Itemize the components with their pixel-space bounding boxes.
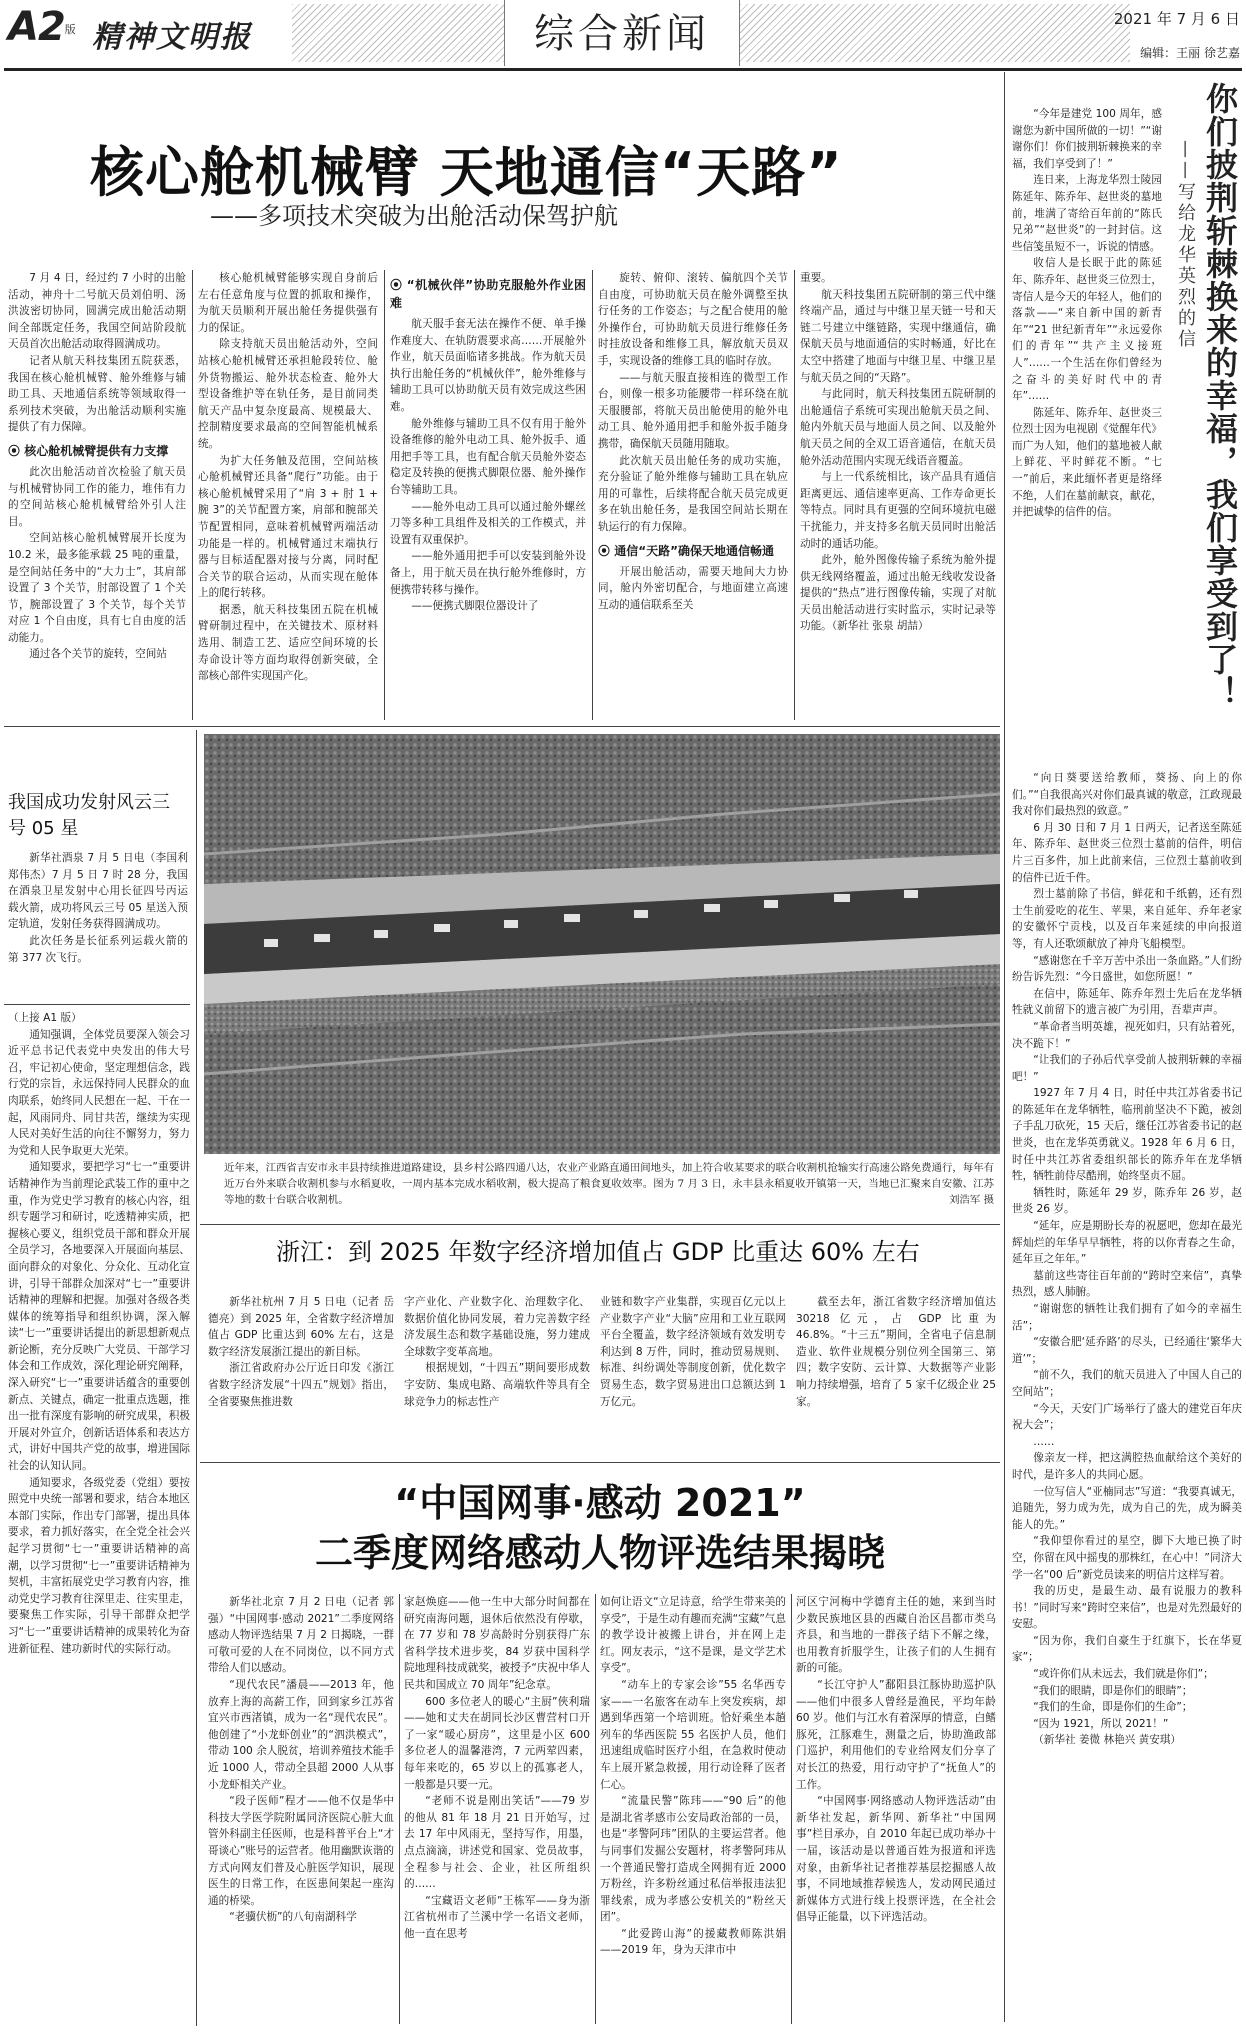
letter-paragraph: “今年是建党 100 周年，感谢您为新中国所做的一切！”“谢谢你们！你们披荆斩棘换来的幸福，我们享受到了！” <box>1012 108 1162 170</box>
zhejiang-paragraph: 根据规划，“十四五”期间要形成数字安防、集成电路、高端软件等具有全球竞争力的标志性产 <box>404 1362 590 1408</box>
lead-paragraph: 航天科技集团五院研制的第三代中继终端产品，通过与中继卫星天链一号和天链二号建立中继链路，实现中继通信，确保航天员与地面通信的实时畅通，好比在太空中搭建了地面与中继卫星、中继卫星与航天员之间的“天路”。 <box>800 288 996 384</box>
lead-paragraph: 旋转、俯仰、滚转、偏航四个关节自由度，可协助航天员在舱外调整至执行任务的工作姿态；与之配合使用的舱外操作台，可协助航天员进行维修任务时挂放设备和维修工具，解放航天员双手，实现设备的维修工具的临时存放。 <box>598 272 788 367</box>
lead-paragraph: 除支持航天员出舱活动外，空间站核心舱机械臂还承担舱段转位、舱外货物搬运、舱外状态检查、舱外大型设备维护等在轨任务，是目前同类航天产品中复杂度最高、规模最大、控制精度要求最高的空间智能机械系统。 <box>198 338 378 450</box>
netizens-column-2 <box>404 1594 590 2026</box>
netizens-paragraph: “老师不说是刚出笑话”——79 岁的他从 81 年 18 月 21 日开始写，过去 17 年中风雨无，坚持写作，用墨，点点滴滴，讲述党和国家、党员故事，全程参与社会、企业，社区所组织的…… <box>404 1795 590 1891</box>
lead-paragraph: 空间站核心舱机械臂展开长度为 10.2 米，最多能承载 25 吨的重量，是空间站任务中的“大力士”，其肩部设置了 3 个关节，肘部设置了 1 个关节，腕部设置了 3 个关节，每个关节对应 1 个自由度，具有七自由度的活动能力。 <box>8 532 186 644</box>
letter-title-text: 你们披荆斩棘换来的幸福，我们享受到了！ <box>1201 82 1239 709</box>
masthead-hatch-right <box>740 4 1130 62</box>
masthead <box>0 0 1246 72</box>
lead-column-4 <box>598 270 788 720</box>
letter-paragraph: …… <box>1033 1435 1055 1448</box>
zhejiang-paragraph: 截至去年，浙江省数字经济增加值达 30218 亿元，占 GDP 比重为 46.8%。“十三五”期间，全省电子信息制造业、软件业规模分别位列全国第三、第四；数字安防、云计算、大数据等产业影响力持续增强，培育了 5 家千亿级企业 25 家。 <box>796 1296 996 1408</box>
lead-column-2 <box>198 270 378 720</box>
brief-rule <box>4 1004 190 1005</box>
letter-paragraph: “因为你，我们自豪生于红旗下，长在华夏家”； <box>1012 1634 1242 1664</box>
page-no-text: A2 <box>8 4 65 50</box>
zhejiang-column-4 <box>796 1294 996 1454</box>
lead-paragraph: 与此同时，航天科技集团五院研制的出舱通信子系统可实现出舱航天员之间、舱内外航天员与地面人员之间、以及舱外航天员之间的全双工语音通信，在航天员舱外活动范围内实现无线语音覆盖。 <box>800 388 996 467</box>
netizens-paragraph: 河区宁河梅中学德育主任的她，来到当时少数民族地区县的西藏自治区昌都市类乌齐县，和当地的一群孩子结下不解之缘，也用教育折服学生，让孩子们的人生拥有新的可能。 <box>796 1596 996 1675</box>
lead-paragraph: 7 月 4 日，经过约 7 小时的出舱活动，神舟十二号航天员刘伯明、汤洪波密切协同，圆满完成出舱活动期间全部既定任务，我国空间站阶段航天员首次出舱活动取得圆满成功。 <box>8 272 186 351</box>
letter-paragraph: “前不久，我们的航天员进入了中国人自己的空间站”； <box>1012 1369 1242 1398</box>
lead-paragraph: ——与航天服直接相连的微型工作台，则像一根多功能腰带一样环绕在航天服腰部，将航天员出舱使用的舱外电动工具、舱外通用把手和舱外扳手随身携带，确保航天员随用随取。 <box>598 371 788 450</box>
letter-paragraph: 在信中，陈延年、陈乔年烈士先后在龙华牺牲就义前留下的遗言被广为引用，吾辈声声。 <box>1012 987 1242 1017</box>
lead-paragraph: 航天服手套无法在操作不便、单手操作难度大、在轨防震要求高……开展舱外作业，航天员面临诸多挑战。作为航天员执行出舱任务的“机械伙伴”，舱外维修与辅助工具可以协助航天员有效完成这些困难。 <box>390 318 586 413</box>
netizens-paragraph: “动车上的专家会诊”55 名华西专家——一名旅客在动车上突发疾病，却遇到华西第一个培训班。恰好乘坐本趟列车的华西医院 55 名医护人员，他们迅速组成临时医疗小组，在急救时使动车上展开紧急救援，用行动诠释了医者仁心。 <box>600 1678 786 1791</box>
letter-paragraph: 烈士墓前除了书信，鲜花和千纸鹤，还有烈士生前爱吃的花生、苹果，来自延年、乔年老家的安徽怀宁贡栈，以及百年来延续的申向报道等，有人还歌颂献放了神舟飞船模型。 <box>1012 888 1242 950</box>
caption-text: 近年来，江西省吉安市永丰县持续推进道路建设，县乡村公路四通八达，农业产业路直通田间地头，加上符合收某要求的联合收割机抢输实行高速公路免费通行，每年有近万台外来联合收割机参与水稻夏收，一周内基本完成水稻收割，极大提高了粮食夏收效率。图为 7 月 3 日，永丰县永稻夏收开镇第一天，当地已汇聚来自安徽、江苏等地的数十台联合收割机。 <box>224 1162 994 1206</box>
letter-paragraph: 牺牲时，陈延年 29 岁，陈乔年 26 岁，赵世炎 26 岁。 <box>1012 1186 1242 1216</box>
letter-paragraph: “我们的眼睛，即是你们的眼睛”； <box>1033 1684 1193 1697</box>
continued-story <box>8 1010 190 2028</box>
page-number <box>8 4 75 50</box>
lead-paragraph: ——便携式脚限位器设计了 <box>411 600 539 613</box>
continued-paragraph: 通知要求，各级党委（党组）要按照党中央统一部署和要求，结合本地区本部门实际，作出专门部署，提出具体要求，着力抓好落实，在全党全社会兴起学习贯彻“七一”重要讲话精神的高潮，以学习贯彻“七一”重要讲话精神为契机，丰富拓展党史学习教育内容，推动党史学习教育往深里走、往实里走，要聚焦工作实际，引导干部群众把学习“七一”重要讲话精神的成果转化为奋进新征程、建功新时代的实际行动。 <box>8 1476 190 1655</box>
netizens-paragraph: “此爱跨山海”的援藏教师陈洪娟——2019 年，身为天津市中 <box>600 1927 786 1957</box>
left-rail-divider <box>196 730 197 2026</box>
netizens-column-1 <box>208 1594 394 2026</box>
letter-body <box>1012 106 1162 766</box>
netizens-paragraph: “流量民警”陈玮——“90 后”的他是湖北省孝感市公安局政治部的一员，也是“孝警阿玮”团队的主要运营者。他与同事们发掘公安题材，将孝警阿玮从一个普通民警打造成全网拥有近 2000 万粉丝，许多粉丝通过私信举报违法犯罪线索，成为孝感公安机关的“粉丝天团”。 <box>600 1795 786 1924</box>
letter-paragraph: 像亲友一样，把这满腔热血献给这个美好的时代，是许多人的共同心愿。 <box>1012 1452 1242 1481</box>
column-divider <box>791 1594 792 2024</box>
section-title: 综合新闻 <box>534 11 710 57</box>
continued-paragraph: 通知强调，全体党员要深入领会习近平总书记代表党中央发出的伟大号召，牢记初心使命，坚定理想信念，践行党的宗旨，永远保持同人民群众的血肉联系，始终同人民想在一起、干在一起，风雨同舟、同甘共苦，继续为实现人民对美好生活的向往不懈努力，努力为党和人民争取更大光荣。 <box>8 1028 190 1157</box>
letter-paragraph: “或许你们从未远去，我们就是你们”； <box>1033 1668 1214 1681</box>
lead-paragraph: 此次出舱活动首次检验了航天员与机械臂协同工作的能力，堆伟有力的空间站核心舱机械臂给外引人注目。 <box>8 465 186 528</box>
lead-paragraph: ——舱外电动工具可以通过舱外螺丝刀等多种工具组件及相关的工作模式，并设置有双重保护。 <box>390 500 586 546</box>
lead-subhead-3 <box>598 542 788 560</box>
netizens-paragraph: 600 多位老人的暖心“主厨”俠利瑞——她和丈夫在胡同长沙区曹营村口开了一家“暖心厨房”，这里是小区 600 多位老人的温馨港湾，7 元两荤四素，每年来吃的，65 岁以上的孤寡老人，一般都是只要一元。 <box>404 1695 590 1791</box>
zhejiang-paragraph: 业链和数字产业集群，实现百亿元以上产业数字产业“大脑”应用和工业互联网平台全覆盖，数字经济领域有效发明专利达到 8 万件，同时，推动贸易规则、标准、纠纷调处等制度创新，优化数字贸易生态，数字贸易进出口总额达到 1 万亿元。 <box>600 1296 786 1408</box>
column-divider <box>192 270 193 720</box>
zhejiang-column-3 <box>600 1294 786 1454</box>
letter-headline <box>1200 82 1240 722</box>
subhead-marker-icon: ⦿ <box>8 443 25 458</box>
zhejiang-column-2 <box>404 1294 590 1454</box>
column-divider <box>595 1594 596 2024</box>
letter-subtitle: ——写给龙华英烈的信 <box>1175 140 1196 350</box>
letter-paragraph: “因为 1921，所以 2021！” <box>1033 1717 1169 1730</box>
letter-paragraph: “感谢您在千辛万苦中杀出一条血路。”人们纷纷告诉先烈：“今日盛世，如您所愿！” <box>1012 954 1242 984</box>
lead-column-3 <box>390 270 586 720</box>
column-divider <box>592 270 593 720</box>
lead-column-1 <box>8 270 186 740</box>
lead-paragraph: 与上一代系统相比，该产品具有通信距离更远、通信速率更高、工作寿命更长等特点。同时具有更强的空间环境抗电磁干扰能力，并支持多名航天员同时出舱活动时的通话功能。 <box>800 471 996 550</box>
masthead-hatch-left <box>292 4 504 62</box>
column-divider <box>794 270 795 720</box>
page-suffix: 版 <box>64 23 75 36</box>
letter-paragraph: “革命者当明英雄，视死如归，只有站着死，决不跪下！” <box>1012 1020 1242 1050</box>
photo-caption <box>224 1160 994 1216</box>
netizens-paragraph: 家赵焕庭——他一生中大部分时间都在研究南海问题，退休后依然没有停歇，在 77 岁和 78 岁高龄时分别获得广东省科学技术进步奖，84 岁获中国科学院地理科技成就奖，被授予“庆祝中华人民共和国成立 70 周年”纪念章。 <box>404 1596 590 1691</box>
lead-paragraph: 为扩大任务触及范围，空间站核心舱机械臂还具备“爬行”功能。由于核心舱机械臂采用了“肩 3 + 肘 1 + 腕 3”的关节配置方案，肩部和腕部关节配置相同，意味着机械臂两端活动功能是一样的。机械臂通过末端执行器与目标适配器对接与分离，同时配合关节的联合运动，从而实现在舱体上的爬行转移。 <box>198 454 378 600</box>
letter-paragraph: 我的历史，是最生动、最有说服力的教科书！”同时写来“跨时空来信”，也是对先烈最好的安慰。 <box>1012 1585 1242 1631</box>
lead-subtitle: ——多项技术突破为出舱活动保驾护航 <box>210 202 618 230</box>
section-rule <box>4 726 1000 727</box>
lead-subhead-2 <box>390 276 586 312</box>
lead-paragraph: 此次航天员出舱任务的成功实施，充分验证了舱外维修与辅助工具在轨应用的可靠性，后续将配合航天员完成更多在轨出舱任务，是我国空间站长期在轨运行的有力保障。 <box>598 454 788 533</box>
column-divider <box>384 270 385 720</box>
lead-paragraph: ——舱外通用把手可以安装到舱外设备上，用于航天员在执行舱外维修时，方便携带转移与操作。 <box>390 550 586 596</box>
lead-subhead-1 <box>8 442 186 460</box>
masthead-rule <box>4 68 1242 71</box>
lead-paragraph: 重要。 <box>800 272 832 284</box>
letter-paragraph: “延年，应是期盼长寿的祝愿吧，您却在最光辉灿烂的年华早早牺牲，将的以你青春之生命，延年亘之年年。” <box>1012 1220 1242 1266</box>
letter-paragraph: 连日来，上海龙华烈士陵园陈延年、陈乔年、赵世炎的墓地前，堆满了寄给百年前的“陈氏兄弟”“赵世炎”的一封封信。这些信笺虽短不一，诉说的情感。 <box>1012 174 1162 253</box>
zhejiang-paragraph: 浙江省政府办公厅近日印发《浙江省数字经济发展“十四五”规划》指出，全省要聚焦推进数 <box>208 1362 394 1408</box>
netizens-paragraph: “中国网事·网络感动人物评选活动”由新华社发起，新华网、新华社“中国网事”栏目承办，自 2010 年起已成功举办十一届，该活动是以普通百姓为报道和评选对象，由新华社记者推荐基层挖掘感人故事，不同地域推荐候选人，发动网民通过新媒体方式进行线上投票评选，在全社会倡导正能量，以下评选活动。 <box>796 1795 996 1924</box>
issue-date: 2021 年 7 月 6 日 <box>1113 10 1240 28</box>
subhead-text: “机械伙伴”协助克服舱外作业困难 <box>390 278 586 310</box>
photo-illustration <box>204 734 1000 1154</box>
photo-credit: 刘浩军 摄 <box>949 1194 994 1206</box>
letter-paragraph: 6 月 30 日和 7 月 1 日两天，记者送至陈延年、陈乔年、赵世炎三位烈士墓前的信件，明信片三百多件，加上此前来信，三位烈士墓前收到的信件已近千件。 <box>1012 821 1242 884</box>
netizens-paragraph: “老骥伏枥”的八旬南湖科学 <box>229 1911 357 1924</box>
subhead-text: 通信“天路”确保天地通信畅通 <box>614 543 774 558</box>
netizens-paragraph: “宝藏语文老师”王栋军——身为浙江省杭州市了兰溪中学一名语文老师，他一直在思考 <box>404 1894 590 1940</box>
paper-name: 精神文明报 <box>92 20 252 55</box>
continued-paragraph: 通知要求，要把学习“七一”重要讲话精神作为当前理论武装工作的重中之重，作为党史学习教育的核心内容，组织专题学习和研讨，吃透精神实质，把握核心要义，组织党员干部和群众开展全员学习，各地要深入开展面向基层、面向群众的对象化、分众化、互动化宣讲，引导干部群众加深对“七一”重要讲话精神的理解和把握。加强对各级各类媒体的统筹指导和组织协调，深入解读“七一”重要讲话提出的新思想新观点新论断，充分反映广大党员、干部学习体会和工作成效，深化理论研究阐释，深入研究“七一”重要讲话蕴含的重要创新点、关键点，确定一批重点选题，推出一批有深度有影响的研究成果，积极开展对外宣介，创新话语体系和表达方式，讲好中国共产党的故事，增进国际社会的认知认同。 <box>8 1161 190 1473</box>
lead-paragraph: 通过各个关节的旋转，空间站 <box>29 648 167 661</box>
letter-body-continued <box>1012 770 1242 2028</box>
lead-paragraph: 核心舱机械臂能够实现自身前后左右任意角度与位置的抓取和操作，为航天员顺利开展出舱任务提供强有力的保证。 <box>198 272 378 334</box>
lead-column-5 <box>800 270 996 720</box>
letter-paragraph: 收信人是长眠于此的陈延年、陈乔年、赵世炎三位烈士，寄信人是今天的年轻人，他们的落款——“来自新中国的新青年”“21 世纪新青年”“永远爱你们的青年”“共产主义接班人”……一个生活在你们曾经为之奋斗的美好时代中的青年”…… <box>1012 257 1162 403</box>
letter-paragraph: 墓前这些寄往百年前的“跨时空来信”，真挚热烈，感人肺腑。 <box>1012 1269 1242 1299</box>
netizens-paragraph: 如何让语文“立足诗意，给学生带来美的享受”，于是生动有趣而充满“宝藏”气息的教学设计被搬上讲台，并在网上走红。网友表示，“这不是课，是文学艺术享受”。 <box>600 1596 786 1675</box>
letter-paragraph: 陈延年、陈乔年、赵世炎三位烈士因为电视剧《觉醒年代》而广为人知，他们的墓地被人献上鲜花、平时鲜花不断。“七一”前后，来此缅怀者更是络绎不绝，人们在墓前献哀，献花，并把诚挚的信件的信。 <box>1012 406 1162 519</box>
lead-paragraph: 开展出舱活动，需要天地间大力协同，舱内外密切配合，与地面建立高速互动的通信联系至关 <box>598 565 788 611</box>
lead-paragraph: 据悉，航天科技集团五院在机械臂研制过程中，在关键技术、原材料选用、制造工艺、适应空间环境的长寿命设计等方面均取得创新突破，全部核心部件实现国产化。 <box>198 603 378 683</box>
letter-paragraph: （新华社 姜微 林艳兴 黄安琪） <box>1033 1734 1182 1747</box>
netizens-column-4 <box>796 1594 996 2026</box>
netizens-headline-line2: 二季度网络感动人物评选结果揭晓 <box>314 1531 885 1575</box>
zhejiang-column-1 <box>208 1294 394 1454</box>
right-rail-divider <box>1004 72 1005 2022</box>
fengyun-body <box>8 850 188 998</box>
fengyun-title-text: 我国成功发射风云三号 05 星 <box>8 792 170 839</box>
subhead-marker-icon: ⦿ <box>598 543 615 558</box>
lead-paragraph: 记者从航天科技集团五院获悉，我国在核心舱机械臂、舱外维修与辅助工具、天地通信系统等领域取得一系列技术突破，为出舱活动顺利实施提供了有力保障。 <box>8 354 186 434</box>
letter-paragraph: “我们的生命，即是你们的生命”； <box>1033 1701 1193 1714</box>
subhead-marker-icon: ⦿ <box>390 278 407 292</box>
netizens-paragraph: 新华社北京 7 月 2 日电（记者 郭强）“中国网事·感动 2021”二季度网络感动人物评选结果 7 月 2 日揭晓，一群可敬可爱的人在不同岗位，以不同方式带给人们以感动。 <box>208 1596 394 1675</box>
lead-paragraph: 舱外维修与辅助工具不仅有用于舱外设备维修的舱外电动工具、舱外扳手、通用把手等工具，也有配合航天员舱外姿态稳定及转换的便携式脚限位器、舱外操作台等辅助工具。 <box>390 417 586 496</box>
subhead-text: 核心舱机械臂提供有力支撑 <box>24 443 169 458</box>
section-rule <box>200 1224 1000 1225</box>
netizens-paragraph: “长江守护人”鄱阳县江豚协助巡护队——他们中很多人曾经是渔民，平均年龄 60 岁。他们与江水有着深厚的情意，白鳍豚死，江豚难生，测量之后，协助渔政部门巡护，利用他们的专业给网友们分享了对长江的热爱，用行动守护了“抚鱼人”的工作。 <box>796 1678 996 1791</box>
letter-paragraph: “向日葵要送给教师，葵扬、向上的你们。”“自我很高兴对你们最真诚的敬意，江政现最我对你们最热烈的致意。” <box>1012 772 1242 818</box>
letter-paragraph: “让我们的子孙后代享受前人披荆斩棘的幸福吧！” <box>1012 1054 1242 1083</box>
letter-paragraph: 一位写信人“亚楠同志”写道：“我要真诚无，追随先，努力成为先，成为自己的先，成为瞬美能人的先。” <box>1012 1485 1242 1531</box>
letter-paragraph: 1927 年 7 月 4 日，时任中共江苏省委书记的陈延年在龙华牺牲，临刑前坚决不下跪，被刽子手乱刀砍死，15 天后，继任江苏省委书记的赵世炎，也在龙华英勇就义。1928 年 6 月 6 日，时任中共江苏省委组织部长的陈乔年在龙华牺牲，牺牲前侍尽酷刑，始终坚贞不屈。 <box>1012 1087 1242 1183</box>
letter-paragraph: “今天，天安门广场举行了盛大的建党百年庆祝大会”； <box>1012 1402 1242 1432</box>
netizens-paragraph: “现代农民”潘晨——2013 年，他放弃上海的高薪工作，回到家乡江苏省宜兴市西渚镇，成为一名“现代农民”。他创建了“小龙虾创业”的“泗洪模式”，带动 100 余人脱贫，培训养殖技术能手近 1000 人，带动全县超 2000 人从事小龙虾相关产业。 <box>208 1678 394 1791</box>
fengyun-paragraph: 此次任务是长征系列运载火箭的第 377 次飞行。 <box>8 934 188 964</box>
fengyun-headline <box>8 790 178 842</box>
fengyun-paragraph: 新华社酒泉 7 月 5 日电（李国利 郑伟杰）7 月 5 日 7 时 28 分，我国在酒泉卫星发射中心用长征四号丙运载火箭，成功将风云三号 05 星送入预定轨道，发射任务获得圆满成功。 <box>8 852 188 931</box>
continued-note: （上接 A1 版） <box>8 1012 82 1024</box>
zhejiang-paragraph: 新华社杭州 7 月 5 日电（记者 岳德亮）到 2025 年，全省数字经济增加值占 GDP 比重达到 60% 左右，这是数字经济发展浙江提出的新目标。 <box>208 1296 394 1358</box>
section-rule <box>200 1462 1000 1463</box>
letter-paragraph: “安徽合肥‘延乔路’的尽头，已经通往‘繁华大道’”； <box>1012 1336 1242 1365</box>
lead-headline: 核心舱机械臂 天地通信“天路” <box>90 141 843 204</box>
page-editor: 编辑：王丽 徐艺嘉 <box>1140 46 1240 60</box>
lead-paragraph: 此外，舱外图像传输子系统为舱外提供无线网络覆盖，通过出舱无线收发设备提供的“热点”进行图像传输，实现了对航天员出舱活动进行实时监示，实时记录等功能。（新华社 张泉 胡喆） <box>800 554 996 633</box>
zhejiang-headline: 浙江：到 2025 年数字经济增加值占 GDP 比重达 60% 左右 <box>276 1238 920 1266</box>
netizens-column-3 <box>600 1594 786 2026</box>
netizens-paragraph: “段子医师”程才——他不仅是华中科技大学医学院附属同济医院心脏大血管外科副主任医师，也是科普平台上“才哥谈心”账号的运营者。他用幽默诙谐的方式向网友们普及心脏医学知识，展现医生的日常工作，在医患间架起一座沟通的桥梁。 <box>208 1795 394 1907</box>
harvester-photo <box>204 734 1000 1154</box>
letter-paragraph: “我仰望你看过的星空，脚下大地已换了时空，你留在风中摇曳的那株红，在心中！”同济大学一名“00 后”新党员读来的明信片这样写着。 <box>1012 1535 1242 1581</box>
netizens-headline-line1: “中国网事·感动 2021” <box>394 1481 806 1525</box>
zhejiang-paragraph: 字产业化、产业数字化、治理数字化、数据价值化协同发展，着力完善数字经济发展生态和数字基础设施，努力建成全球数字变革高地。 <box>404 1296 590 1358</box>
letter-paragraph: “谢谢您的牺牲让我们拥有了如今的幸福生活”； <box>1012 1303 1242 1332</box>
column-divider <box>399 1594 400 2024</box>
